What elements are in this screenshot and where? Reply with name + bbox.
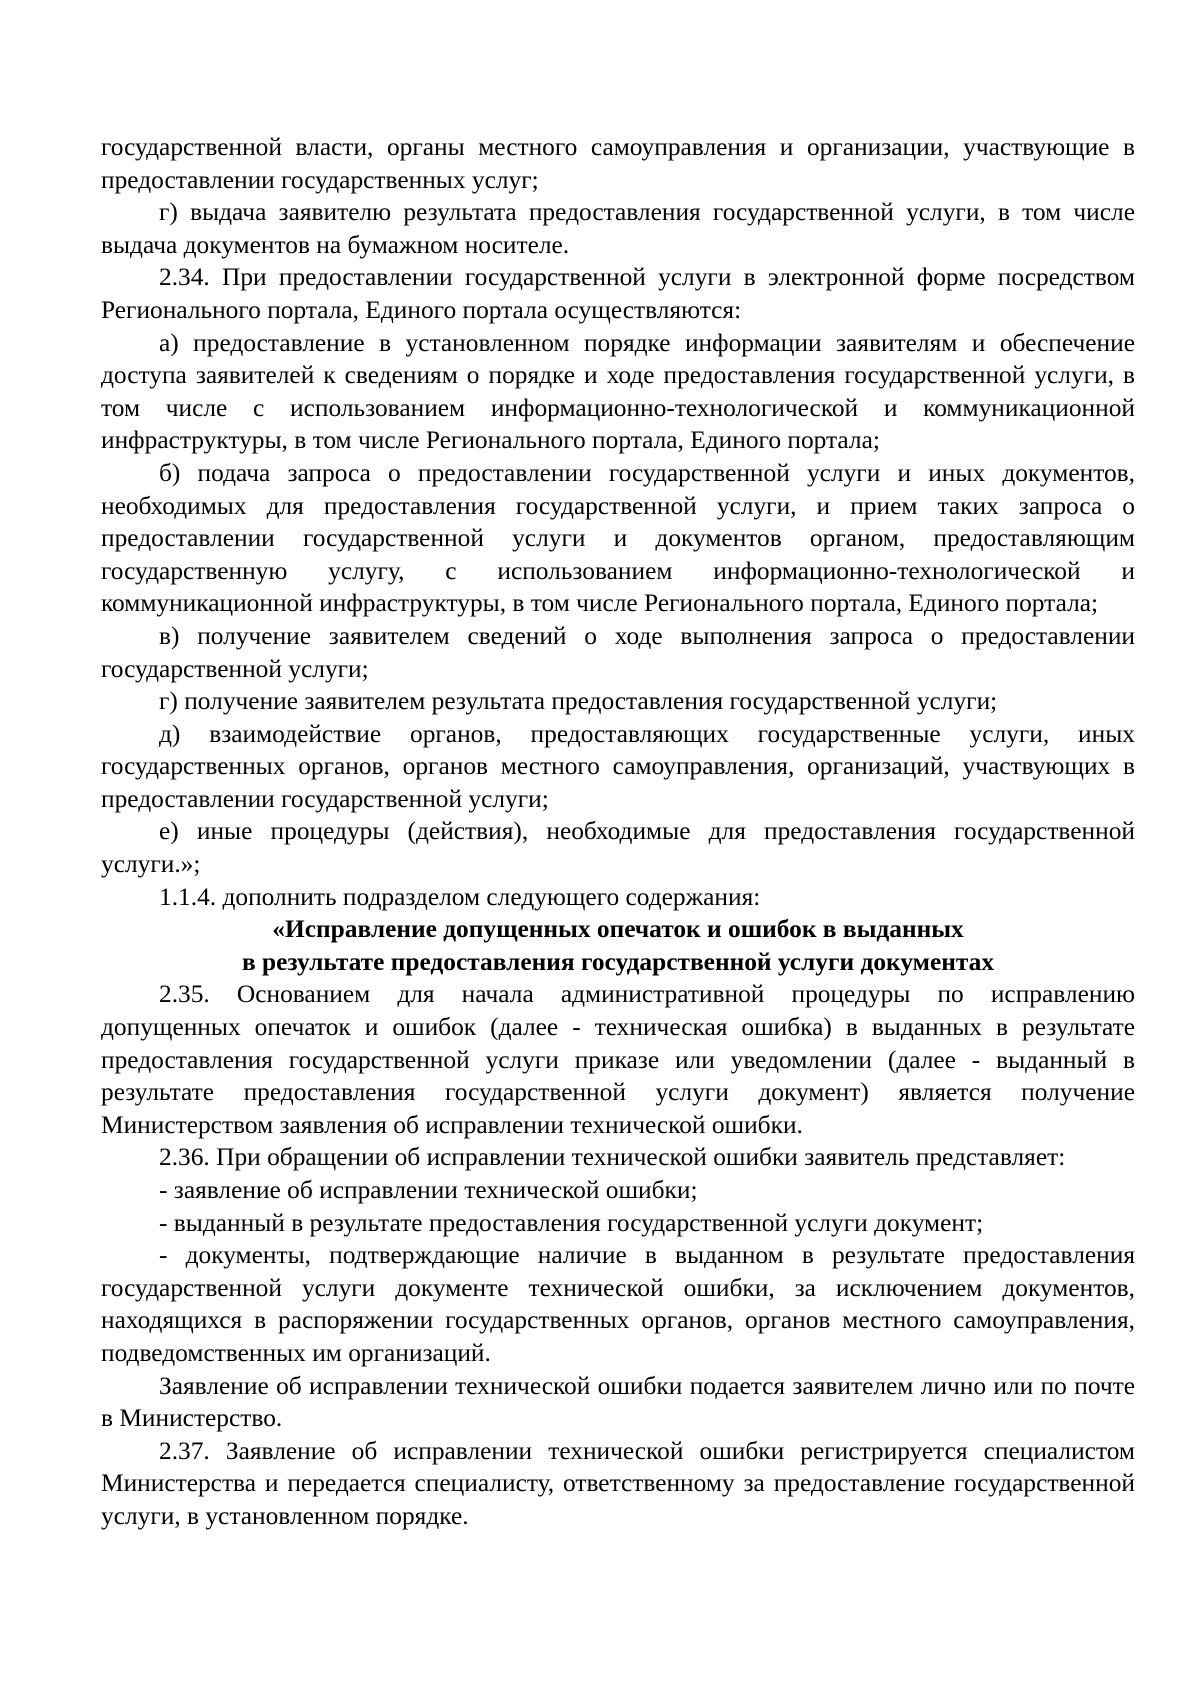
paragraph-item-v: в) получение заявителем сведений о ходе выполнения запроса о предоставлении государственной услуги; [101,621,1135,683]
list-item-supporting-documents: - документы, подтверждающие наличие в выданном в результате предоставления государственной услуги документе технической ошибки, за исключением документов, находящихся в распоряжении государственных органов, органов местного самоуправления, подведомственных им организаций. [101,1241,1135,1367]
paragraph-item-g-result: г) получение заявителем результата предоставления государственной услуги; [159,687,998,716]
section-heading-line-2: в результате предоставления государственной услуги документах [241,947,995,976]
document-body [101,131,1135,1533]
list-item-application: - заявление об исправлении технической ошибки; [159,1176,698,1204]
paragraph-2-34: 2.34. При предоставлении государственной услуги в электронной форме посредством Регионального портала, Единого портала осуществляются: [101,263,1135,324]
paragraph-continuation: государственной власти, органы местного самоуправления и организации, участвующие в предоставлении государственных услуг; [101,133,1135,194]
paragraph-item-g-issue: г) выдача заявителю результата предоставления государственной услуги, в том числе выдача документов на бумажном носителе. [101,198,1135,259]
paragraph-2-36: 2.36. При обращении об исправлении технической ошибки заявитель представляет: [159,1143,1066,1172]
section-heading-line-1: «Исправление допущенных опечаток и ошибок в выданных [272,915,964,944]
paragraph-1-1-4: 1.1.4. дополнить подразделом следующего содержания: [159,882,761,911]
paragraph-item-a: а) предоставление в установленном порядке информации заявителям и обеспечение доступа заявителей к сведениям о порядке и ходе предоставления государственной услуги, в том числе с использованием информационно-технологической и коммуникационной инфраструктуры, в том числе Регионального портала, Единого портала; [101,328,1135,455]
section-heading [101,913,1135,978]
paragraph-2-35: 2.35. Основанием для начала административной процедуры по исправлению допущенных опечаток и ошибок (далее - техническая ошибка) в выданных в результате предоставления государственной услуги приказе или уведомлении (далее - выданный в результате предоставления государственной услуги документ) является получение Министерством заявления об исправлении технической ошибки. [101,980,1135,1139]
paragraph-item-d: д) взаимодействие органов, предоставляющих государственные услуги, иных государственных органов, органов местного самоуправления, организаций, участвующих в предоставлении государственной услуги; [101,719,1135,813]
paragraph-item-e: е) иные процедуры (действия), необходимые для предоставления государственной услуги.»; [101,817,1135,879]
paragraph-item-b: б) подача запроса о предоставлении государственной услуги и иных документов, необходимых для предоставления государственной услуги, и прием таких запроса о предоставлении государственной услуги и документов органом, предоставляющим государственную услугу, с использованием информационно-технологической и коммуникационной инфраструктуры, в том числе Регионального портала, Единого портала; [101,458,1135,618]
paragraph-2-37: 2.37. Заявление об исправлении технической ошибки регистрируется специалистом Министерства и передается специалисту, ответственному за предоставление государственной услуги, в установленном порядке. [101,1436,1135,1530]
list-item-issued-document: - выданный в результате предоставления государственной услуги документ; [159,1208,984,1237]
paragraph-submission: Заявление об исправлении технической ошибки подается заявителем лично или по почте в Министерство. [101,1371,1135,1433]
